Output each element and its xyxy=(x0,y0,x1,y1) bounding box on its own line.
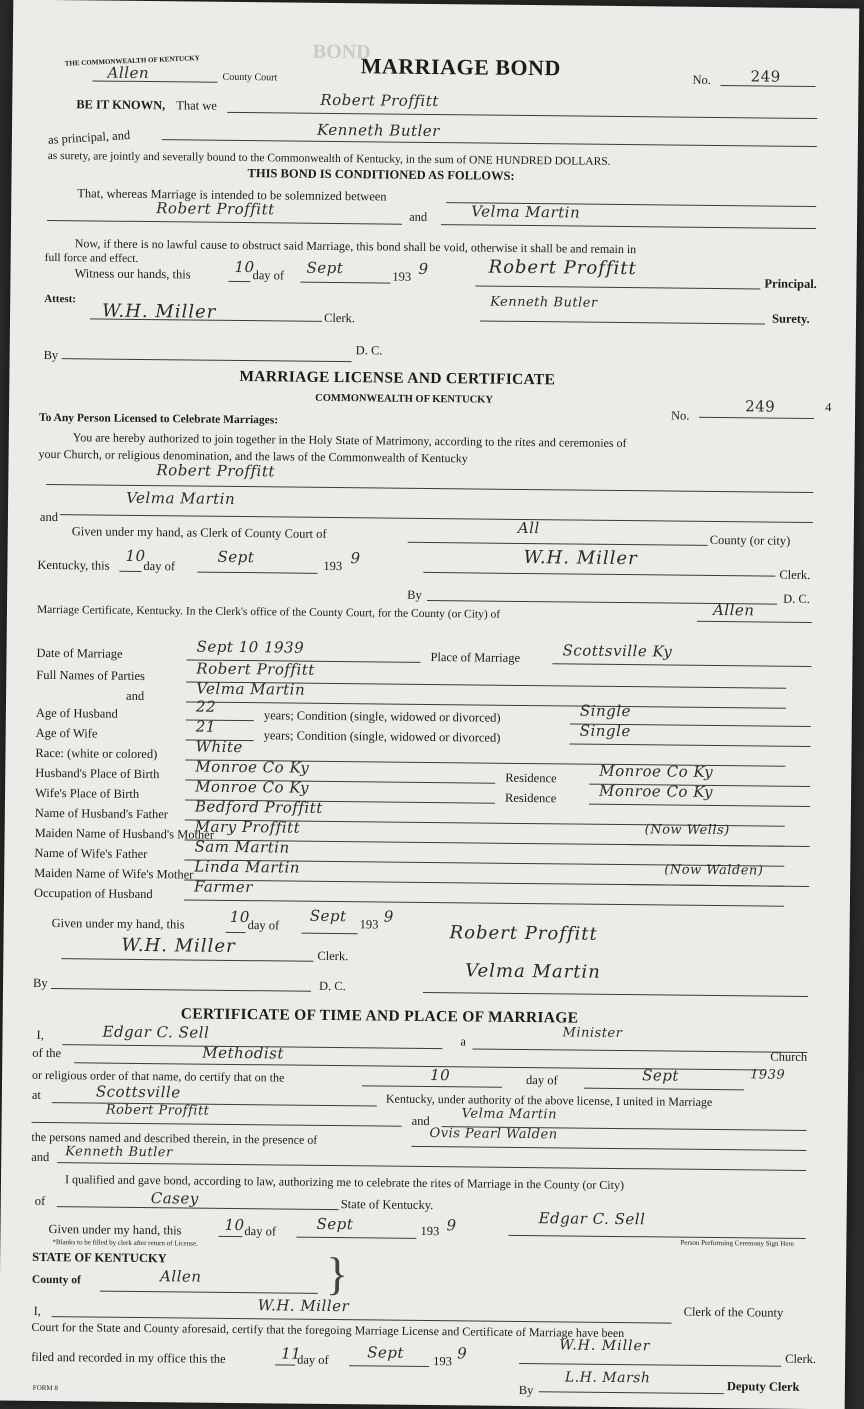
bond-by: By xyxy=(43,347,59,363)
license-clerk-signature: W.H. Miller xyxy=(523,546,638,570)
tp-groom: Robert Proffitt xyxy=(105,1102,210,1119)
bond-year: 9 xyxy=(418,259,429,278)
cert-clerk-label: Clerk. xyxy=(317,948,349,964)
bond-principal-name: Robert Proffitt xyxy=(320,90,439,111)
bond-principal-signature: Robert Proffitt xyxy=(488,256,637,280)
tp-given-day: 10 xyxy=(224,1215,245,1235)
cert-field-value: Monroe Co Ky xyxy=(195,777,310,797)
cert-clerk-signature: W.H. Miller xyxy=(121,934,236,957)
license-no-label: No. xyxy=(670,408,690,423)
tp-note: *Blanks to be filled by clerk after return of License. xyxy=(52,1238,198,1248)
rec-clerk-of-county: Clerk of the County xyxy=(683,1304,784,1320)
license-by: By xyxy=(407,587,422,602)
rec-clerk-name: W.H. Miller xyxy=(257,1296,350,1316)
license-subtitle: COMMONWEALTH OF KENTUCKY xyxy=(315,392,493,406)
bond-day: 10 xyxy=(234,257,255,277)
tp-role: Minister xyxy=(562,1025,623,1042)
cert-given-under: Given under my hand, this xyxy=(51,916,185,932)
cert-field-value2: Scottsville Ky xyxy=(562,641,673,661)
license-kentucky-this: Kentucky, this xyxy=(37,557,110,573)
cert-field-label: Name of Husband's Father xyxy=(34,805,169,822)
rec-i: I, xyxy=(33,1303,41,1318)
rec-county-of: County of xyxy=(31,1273,81,1287)
cert-field-value2: Single xyxy=(579,721,631,741)
cert-field-label2: Residence xyxy=(505,770,557,786)
time-place-title: CERTIFICATE OF TIME AND PLACE OF MARRIAGE xyxy=(180,1005,579,1027)
to-any-person: To Any Person Licensed to Celebrate Marriages: xyxy=(38,411,279,427)
tp-a: a xyxy=(460,1034,467,1049)
tp-given-month: Sept xyxy=(316,1214,354,1234)
tp-church: Methodist xyxy=(202,1043,285,1063)
bond-surety-name: Kenneth Butler xyxy=(316,120,441,141)
surety-label: Surety. xyxy=(771,311,810,326)
cert-by: By xyxy=(32,975,48,991)
license-county: All xyxy=(517,518,540,538)
tp-person-performing: Person Performing Ceremony Sign Here xyxy=(680,1238,794,1248)
bond-number: 249 xyxy=(750,67,781,86)
bond-title: MARRIAGE BOND xyxy=(360,53,562,81)
cert-field-value: Sept 10 1939 xyxy=(196,637,305,657)
license-county-label: County (or city) xyxy=(709,532,791,548)
tp-i: I, xyxy=(36,1027,44,1042)
bond-party1: Robert Proffitt xyxy=(156,199,275,219)
cert-field-label: Name of Wife's Father xyxy=(34,845,148,862)
cert-field-label: Race: (white or colored) xyxy=(35,745,158,762)
tp-and2: and xyxy=(31,1149,50,1165)
tp-kentucky-under: Kentucky, under authority of the above license, I united in Marriage xyxy=(385,1091,713,1109)
license-day: 10 xyxy=(125,546,146,566)
cert-field-value2: Monroe Co Ky xyxy=(599,781,714,801)
bond-county-value: Allen xyxy=(107,63,150,83)
cert-field-label: Husband's Place of Birth xyxy=(35,765,160,782)
rec-clerk-signature: W.H. Miller xyxy=(559,1337,651,1355)
bond-clerk-label: Clerk. xyxy=(323,310,356,326)
license-dc: D. C. xyxy=(783,591,810,606)
cert-field-value: Mary Proffitt xyxy=(194,817,301,837)
cert-field-value: 21 xyxy=(195,717,216,736)
cert-field-value2: Single xyxy=(579,701,632,721)
authorized-line-1: You are hereby authorized to join together in the Holy State of Matrimony, according to the rites and ceremonies of xyxy=(72,430,627,451)
cert-field-value: Farmer xyxy=(193,877,253,897)
rec-by: By xyxy=(518,1382,534,1398)
witness-text: Witness our hands, this xyxy=(74,266,191,282)
authorized-line-2: your Church, or religious denomination, and the laws of the Commonwealth of Kentucky xyxy=(38,446,468,466)
license-title: MARRIAGE LICENSE AND CERTIFICATE xyxy=(239,367,556,389)
cert-field-label: Maiden Name of Husband's Mother xyxy=(34,825,214,842)
license-day-of: day of xyxy=(143,559,176,574)
tp-state: State of Kentucky. xyxy=(340,1197,434,1213)
tp-officiant-signature: Edgar C. Sell xyxy=(538,1209,646,1229)
form-number: FORM 8 xyxy=(32,1383,58,1393)
cert-field-value2: Monroe Co Ky xyxy=(599,761,714,781)
cert-field-label: Maiden Name of Wife's Mother xyxy=(34,865,194,882)
cert-field-value2: (Now Wells) xyxy=(644,822,730,839)
rec-day-of: day of xyxy=(297,1352,329,1367)
license-given-under: Given under my hand, as Clerk of County Court of xyxy=(71,524,327,541)
tp-given-year: 9 xyxy=(446,1216,457,1235)
cert-field-label: and xyxy=(126,688,145,704)
tp-day: 10 xyxy=(430,1066,451,1085)
recording-brace: } xyxy=(325,1247,349,1300)
cert-field-label: Full Names of Parties xyxy=(36,667,146,684)
license-clerk-label: Clerk. xyxy=(779,567,811,582)
cert-field-label: Age of Wife xyxy=(35,725,98,741)
rec-month: Sept xyxy=(367,1343,405,1362)
tp-witness2: Kenneth Butler xyxy=(65,1144,173,1161)
commonwealth-header: THE COMMONWEALTH OF KENTUCKY xyxy=(64,54,200,68)
tp-religious-order: or religious order of that name, do certify that on the xyxy=(32,1067,285,1085)
cert-field-value: Linda Martin xyxy=(194,857,301,877)
cert-field-label: Age of Husband xyxy=(35,705,118,721)
cert-field-label: Date of Marriage xyxy=(36,645,123,661)
tp-qualified: I qualified and gave bond, according to law, authorizing me to celebrate the rites of Marriage in the County (or City) xyxy=(64,1172,625,1193)
cert-day-of: day of xyxy=(247,918,280,933)
bond-month: Sept xyxy=(306,258,344,278)
license-month: Sept xyxy=(217,547,255,567)
bond-and: and xyxy=(409,209,428,224)
tp-officiant: Edgar C. Sell xyxy=(102,1022,210,1042)
now-if-text: Now, if there is no lawful cause to obstruct said Marriage, this bond shall be void, otherwise it shall be and remain in xyxy=(74,236,637,257)
bond-no-label: No. xyxy=(692,72,712,87)
groom-signature: Robert Proffitt xyxy=(449,922,598,945)
cert-field-value: Velma Martin xyxy=(196,679,306,699)
rec-day: 11 xyxy=(281,1344,302,1363)
tp-year: 1939 xyxy=(750,1067,786,1083)
county-court-label: County Court xyxy=(222,71,278,84)
tp-month: Sept xyxy=(642,1066,680,1085)
cert-dc: D. C. xyxy=(318,978,346,994)
attest-label: Attest: xyxy=(44,292,77,306)
tp-persons-named: the persons named and described therein, in the presence of xyxy=(31,1129,318,1147)
cert-field-value: Sam Martin xyxy=(194,837,290,857)
cert-field-value: White xyxy=(195,737,243,757)
cert-field-label2: Residence xyxy=(504,790,557,806)
tp-given-year-prefix: 193 xyxy=(420,1223,440,1239)
license-year-prefix: 193 xyxy=(323,558,343,574)
tp-given-under: Given under my hand, this xyxy=(48,1222,182,1238)
rec-deputy-signature: L.H. Marsh xyxy=(564,1369,651,1387)
principal-label: Principal. xyxy=(764,276,817,292)
cert-field-label2: Place of Marriage xyxy=(430,650,521,665)
rec-deputy-label: Deputy Clerk xyxy=(726,1379,800,1394)
as-principal-text: as principal, and xyxy=(47,127,131,147)
certificate-county: Allen xyxy=(712,600,755,620)
bond-day-of: day of xyxy=(252,268,285,283)
rec-year: 9 xyxy=(457,1344,468,1363)
rec-year-prefix: 193 xyxy=(433,1354,452,1369)
as-surety-text: as surety, are jointly and severally bound to the Commonwealth of Kentucky, in the sum of ONE HUNDRED DOLLARS. xyxy=(47,149,611,168)
full-force-text: full force and effect. xyxy=(44,251,139,265)
rec-county: Allen xyxy=(159,1267,202,1286)
rec-court-for: Court for the State and County aforesaid, certify that the foregoing Marriage License and Certificate of Marriage have been xyxy=(31,1319,625,1341)
tp-church-label: Church xyxy=(770,1049,808,1064)
cert-field-label: Wife's Place of Birth xyxy=(34,785,140,801)
state-of-kentucky: STATE OF KENTUCKY xyxy=(32,1249,167,1266)
tp-at: at xyxy=(31,1087,41,1102)
cert-day: 10 xyxy=(229,907,250,927)
license-year: 9 xyxy=(350,549,361,568)
cert-field-value: Bedford Proffitt xyxy=(194,797,323,817)
bleed-through: BOND xyxy=(312,40,371,64)
cert-month: Sept xyxy=(309,906,347,926)
cert-field-label2: years; Condition (single, widowed or divorced) xyxy=(263,728,501,745)
cert-field-value: 22 xyxy=(195,697,217,716)
tp-and: and xyxy=(411,1113,430,1129)
tp-county: Casey xyxy=(150,1189,199,1208)
whereas-text: That, whereas Marriage is intended to be solemnized between xyxy=(77,186,387,204)
that-we: That we xyxy=(176,98,217,113)
tp-given-day-of: day of xyxy=(244,1224,277,1239)
cert-field-value: Robert Proffitt xyxy=(196,659,315,679)
tp-bride: Velma Martin xyxy=(461,1106,558,1123)
certificate-intro: Marriage Certificate, Kentucky. In the Clerk's office of the County Court, for the County (or City) of xyxy=(36,603,501,621)
cert-field-value2: (Now Walden) xyxy=(664,862,764,879)
cert-field-label: Occupation of Husband xyxy=(33,885,153,902)
rec-clerk-label: Clerk. xyxy=(785,1351,817,1367)
license-bride: Velma Martin xyxy=(126,488,236,508)
bond-dc: D. C. xyxy=(355,343,383,358)
bond-conditioned: THIS BOND IS CONDITIONED AS FOLLOWS: xyxy=(247,166,515,183)
cert-year-prefix: 193 xyxy=(359,917,379,932)
tp-of-the: of the xyxy=(32,1045,62,1061)
cert-field-label2: years; Condition (single, widowed or divorced) xyxy=(263,708,501,725)
tp-place: Scottsville xyxy=(95,1082,181,1102)
tp-witness1: Ovis Pearl Walden xyxy=(429,1126,558,1143)
license-number: 249 xyxy=(745,397,776,416)
bond-year-prefix: 193 xyxy=(392,269,412,284)
tp-of: of xyxy=(34,1193,46,1209)
cert-year: 9 xyxy=(383,907,394,926)
margin-mark: 4 xyxy=(825,400,832,415)
rec-filed: filed and recorded in my office this the xyxy=(31,1349,226,1366)
license-and: and xyxy=(39,509,59,525)
be-it-known: BE IT KNOWN, xyxy=(76,97,166,113)
bond-party2: Velma Martin xyxy=(471,202,581,222)
bond-surety-signature: Kenneth Butler xyxy=(490,294,598,311)
bond-clerk-signature: W.H. Miller xyxy=(101,300,217,323)
license-groom: Robert Proffitt xyxy=(156,461,276,481)
bride-signature: Velma Martin xyxy=(465,960,601,983)
tp-day-of: day of xyxy=(525,1073,558,1088)
cert-field-value: Monroe Co Ky xyxy=(195,757,310,777)
